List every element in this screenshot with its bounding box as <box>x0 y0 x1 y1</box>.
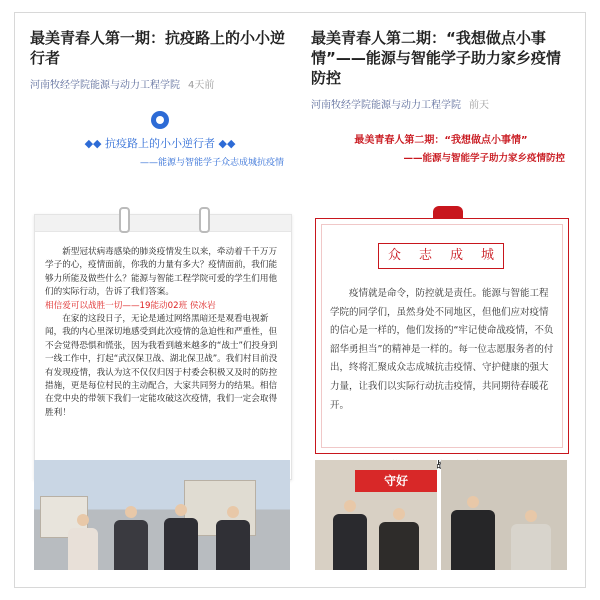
paragraph: 疫情就是命令，防控就是责任。能源与智能工程学院的同学们，虽然身处不同地区，但他们应对疫情的信心是一样的，他们发扬的“牢记使命战疫情，不负韶华勇担当”的精神是一样的。每一位志愿服务者的付出，终将汇聚成众志成城抗击疫情、守护健康的强大力量，让我们以实际行动抗击疫情，共同期待春暖花开。 <box>330 288 554 411</box>
person-head <box>344 500 356 512</box>
person <box>114 520 148 570</box>
red-title: 最美青春人第二期：“我想做点小事情” <box>354 135 528 146</box>
section-title <box>22 135 298 151</box>
section-subtitle: ——能源与智能学子众志成城抗疫情 <box>139 158 284 168</box>
diamond-icon: ◆◆ <box>84 137 102 150</box>
article-meta <box>311 96 571 111</box>
source-link[interactable]: 河南牧经学院能源与动力工程学院 <box>311 100 461 111</box>
volunteer-photo[interactable] <box>315 460 437 570</box>
post-time: 4天前 <box>188 80 215 91</box>
notepad-binding <box>35 215 291 232</box>
seal-char: 众 <box>387 248 401 263</box>
red-banner: 守好 <box>355 470 437 492</box>
person <box>333 514 367 570</box>
article-panel-left[interactable] <box>22 14 298 570</box>
article-meta <box>30 76 290 91</box>
person-head <box>77 514 89 526</box>
seal-char: 成 <box>449 248 463 263</box>
seal-char: 城 <box>480 248 494 263</box>
post-time: 前天 <box>469 100 489 111</box>
group-photo[interactable] <box>34 460 290 570</box>
blue-badge-icon <box>151 111 169 129</box>
source-link[interactable]: 河南牧经学院能源与动力工程学院 <box>30 80 180 91</box>
section-title-text: 抗疫路上的小小逆行者 <box>105 137 215 150</box>
diamond-icon: ◆◆ <box>218 137 236 150</box>
paragraph: 新型冠状病毒感染的肺炎疫情发生以来，牵动着千千万万学子的心，疫情面前，你我的力量有多大？疫情面前，我们能够力所能及做些什么？能源与智能工程学院可爱的学生们用他们的实际行动，告诉了我们答案。 <box>45 247 278 298</box>
person-head <box>175 504 187 516</box>
quote-line: 相信爱可以战胜一切——19能动02班 侯冰岩 <box>45 300 216 311</box>
person-head <box>125 506 137 518</box>
nurse-cap-icon <box>433 206 463 218</box>
seal-title <box>378 243 504 269</box>
person <box>511 524 551 570</box>
seal-char: 志 <box>418 248 432 263</box>
person-head <box>227 506 239 518</box>
article-panel-right[interactable] <box>303 14 579 570</box>
person <box>68 528 98 570</box>
notepad-card <box>34 214 292 480</box>
article-headline[interactable]: 最美青春人第一期：抗疫路上的小小逆行者 <box>30 29 286 67</box>
paragraph: 在家的这段日子，无论是通过网络黑暗还是观看电视新闻，我的内心里深切地感受到此次疫情的急迫性和严重性，但不会觉得恐惧和慌张，因为我看到越来越多的“战士”们投身到一线工作中，打起“武汉保卫战、湖北保卫战”。我们村目前没有发现疫情，我认为这不仅仅归因于村委会积极又及时的防控措施，更是每位村民的主动配合，大家共同努力的结果。相信在党中央的带领下我们一定能攻破这次疫情，我们一定会取得胜利！ <box>45 314 278 418</box>
volunteer-photo[interactable] <box>441 460 567 570</box>
person <box>379 522 419 570</box>
red-subtitle: ——能源与智能学子助力家乡疫情防控 <box>403 153 565 164</box>
person-head <box>525 510 537 522</box>
person <box>216 520 250 570</box>
red-bordered-card <box>315 218 569 454</box>
person <box>164 518 198 570</box>
binder-ring-icon <box>199 207 210 233</box>
person-head <box>393 508 405 520</box>
person-head <box>467 496 479 508</box>
person <box>451 510 495 570</box>
article-headline[interactable]: 最美青春人第二期：“我想做点小事情”——能源与智能学子助力家乡疫情防控 <box>311 29 561 87</box>
binder-ring-icon <box>119 207 130 233</box>
